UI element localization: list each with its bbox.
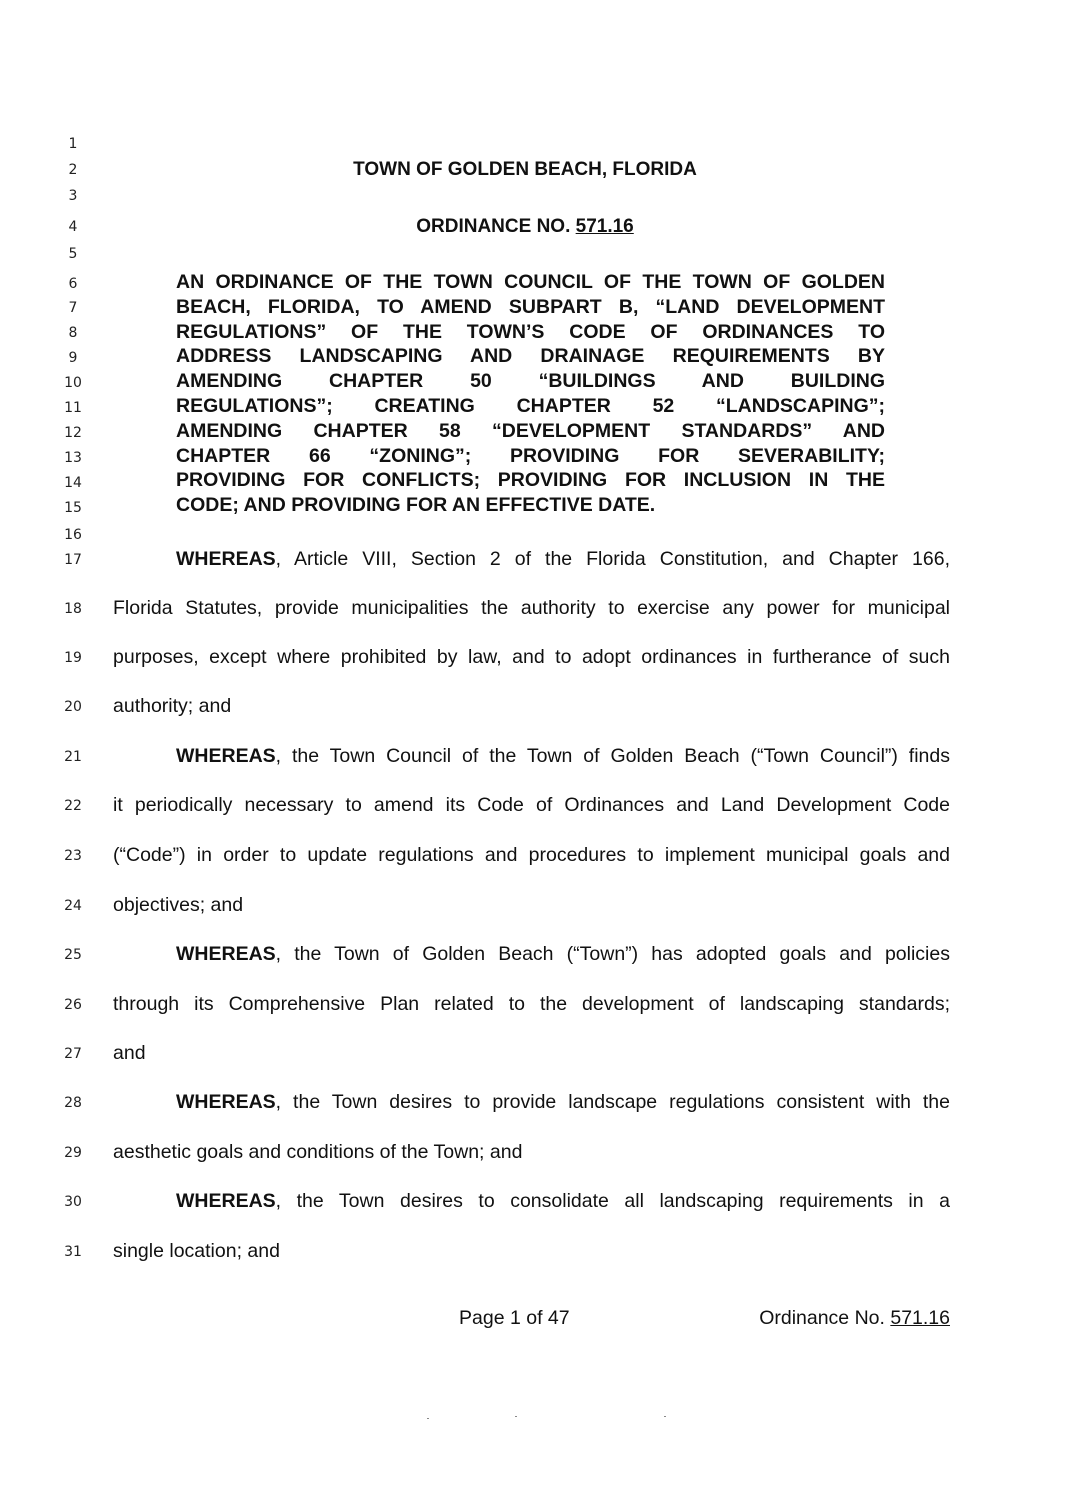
whereas-keyword: WHEREAS — [176, 943, 276, 965]
line-number: 22 — [64, 798, 82, 814]
line-number: 20 — [64, 699, 82, 715]
scan-artifact — [664, 1416, 666, 1417]
body-line: objectives; and — [113, 894, 244, 916]
whereas-keyword: WHEREAS — [176, 745, 276, 767]
page-number: Page 1 of 47 — [459, 1307, 570, 1329]
line-number: 17 — [64, 552, 82, 568]
caption-line: CHAPTER 66 “ZONING”; PROVIDING FOR SEVERABILITY; — [176, 444, 885, 467]
footer-ordinance — [740, 1307, 950, 1329]
line-number: 31 — [64, 1244, 82, 1260]
line-number: 28 — [64, 1095, 82, 1111]
footer-ordinance-number: 571.16 — [890, 1307, 950, 1329]
line-number: 10 — [64, 375, 82, 391]
line-number: 14 — [64, 475, 82, 491]
line-number: 26 — [64, 997, 82, 1013]
line-number: 7 — [68, 300, 78, 316]
line-number: 18 — [64, 601, 82, 617]
line-number: 5 — [68, 246, 78, 262]
caption-line: AN ORDINANCE OF THE TOWN COUNCIL OF THE TOWN OF GOLDEN — [176, 271, 885, 293]
caption-line: PROVIDING FOR CONFLICTS; PROVIDING FOR INCLUSION IN THE — [176, 469, 885, 492]
caption-line: REGULATIONS” OF THE TOWN’S CODE OF ORDINANCES TO — [176, 320, 885, 343]
line-number: 9 — [68, 350, 78, 366]
line-number: 2 — [68, 162, 78, 178]
caption-line: REGULATIONS”; CREATING CHAPTER 52 “LANDSCAPING”; — [176, 394, 885, 417]
whereas-paragraph-5-line: WHEREAS, the Town desires to consolidate all landscaping requirements in a — [176, 1190, 950, 1212]
caption-line: AMENDING CHAPTER 58 “DEVELOPMENT STANDARDS” AND — [176, 419, 885, 442]
line-number: 15 — [64, 500, 82, 516]
line-number: 25 — [64, 947, 82, 963]
line-number: 19 — [64, 650, 82, 666]
line-number: 12 — [64, 425, 82, 441]
line-number: 4 — [68, 219, 78, 235]
line-number: 21 — [64, 749, 82, 765]
line-number: 8 — [68, 325, 78, 341]
line-number: 6 — [68, 276, 78, 292]
body-line: (“Code”) in order to update regulations and procedures to implement municipal goals and — [113, 844, 950, 866]
line-number: 30 — [64, 1194, 82, 1210]
body-line: aesthetic goals and conditions of the Town; and — [113, 1141, 523, 1163]
caption-line: ADDRESS LANDSCAPING AND DRAINAGE REQUIREMENTS BY — [176, 345, 885, 368]
body-line: authority; and — [113, 695, 232, 717]
whereas-keyword: WHEREAS — [176, 1091, 276, 1113]
ordinance-caption — [176, 270, 885, 518]
line-number: 16 — [64, 527, 82, 543]
line-number: 13 — [64, 450, 82, 466]
body-line: through its Comprehensive Plan related to the development of landscaping standards; — [113, 993, 950, 1015]
line-number: 29 — [64, 1145, 82, 1161]
whereas-keyword: WHEREAS — [176, 1190, 276, 1212]
line-number: 3 — [68, 188, 78, 204]
body-line: purposes, except where prohibited by law, and to adopt ordinances in furtherance of such — [113, 646, 950, 668]
body-line: it periodically necessary to amend its Code of Ordinances and Land Development Code — [113, 794, 950, 816]
whereas-keyword: WHEREAS — [176, 548, 276, 570]
scan-artifact — [427, 1418, 429, 1419]
caption-line: BEACH, FLORIDA, TO AMEND SUBPART B, “LAND DEVELOPMENT — [176, 295, 885, 318]
line-number: 27 — [64, 1046, 82, 1062]
line-number: 23 — [64, 848, 82, 864]
ordinance-heading-number: 571.16 — [575, 216, 634, 237]
ordinance-heading — [100, 216, 950, 238]
whereas-paragraph-1-line: WHEREAS, Article VIII, Section 2 of the Florida Constitution, and Chapter 166, — [176, 548, 950, 570]
body-line: single location; and — [113, 1240, 280, 1262]
scan-artifact — [515, 1416, 517, 1417]
whereas-paragraph-2-line: WHEREAS, the Town Council of the Town of Golden Beach (“Town Council”) finds — [176, 745, 950, 767]
line-number: 1 — [68, 136, 78, 152]
caption-line: CODE; AND PROVIDING FOR AN EFFECTIVE DATE. — [176, 494, 656, 517]
document-title: TOWN OF GOLDEN BEACH, FLORIDA — [353, 159, 697, 180]
line-number: 24 — [64, 898, 82, 914]
footer-ordinance-label: Ordinance No. — [759, 1307, 891, 1329]
ordinance-heading-label: ORDINANCE NO. — [416, 216, 576, 237]
caption-line: AMENDING CHAPTER 50 “BUILDINGS AND BUILDING — [176, 370, 885, 393]
whereas-paragraph-3-line: WHEREAS, the Town of Golden Beach (“Town”) has adopted goals and policies — [176, 943, 950, 965]
body-line: Florida Statutes, provide municipalities the authority to exercise any power for municipal — [113, 597, 950, 619]
whereas-paragraph-4-line: WHEREAS, the Town desires to provide landscape regulations consistent with the — [176, 1091, 950, 1113]
line-number: 11 — [64, 400, 82, 416]
body-line: and — [113, 1042, 146, 1064]
